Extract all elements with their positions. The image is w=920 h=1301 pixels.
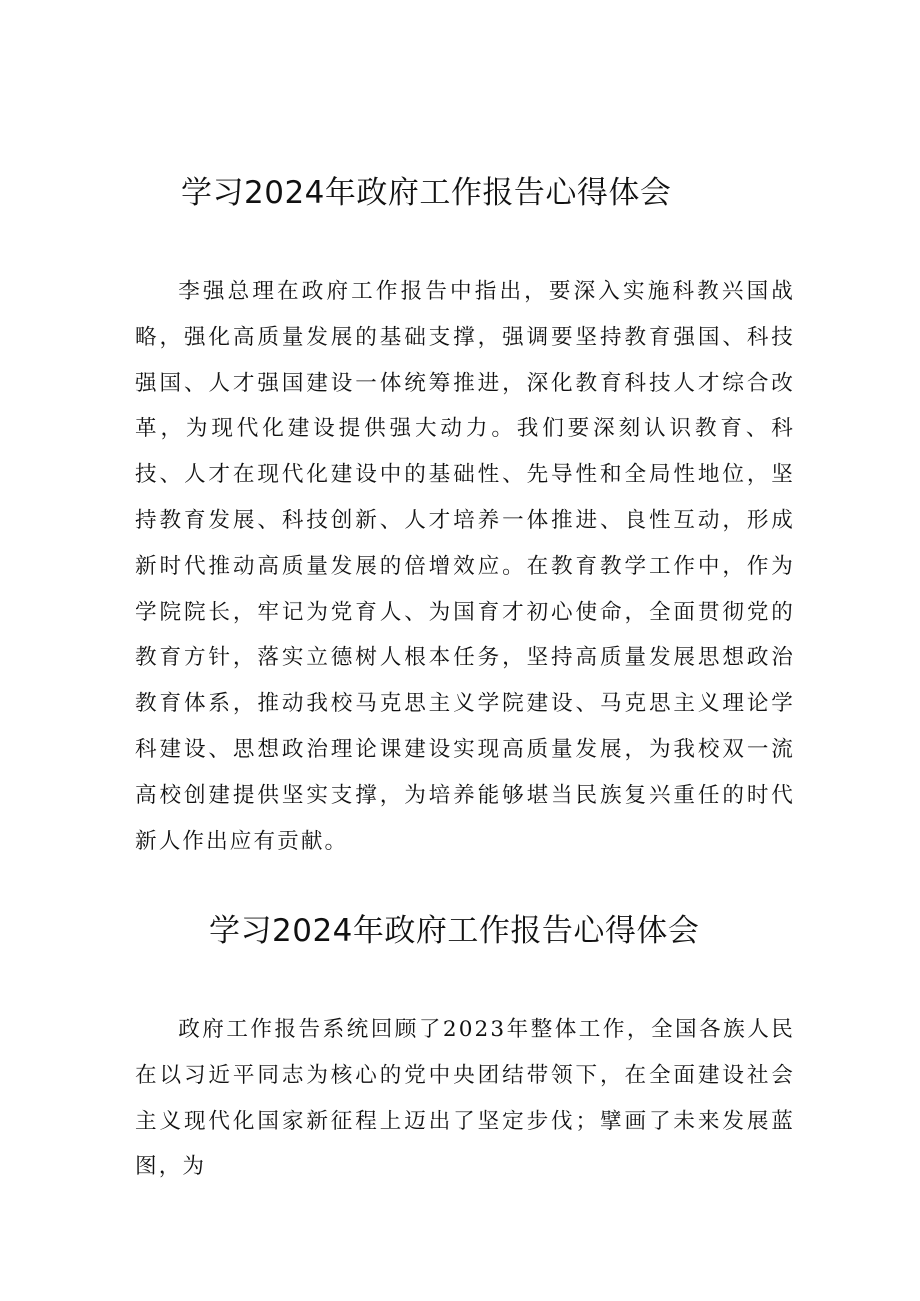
section-1-paragraph: 李强总理在政府工作报告中指出，要深入实施科教兴国战略，强化高质量发展的基础支撑，强调要坚持教育强国、科技强国、人才强国建设一体统筹推进，深化教育科技人才综合改革，为现代化建设提供强大动力。我们要深刻认识教育、科技、人才在现代化建设中的基础性、先导性和全局性地位，坚持教育发展、科技创新、人才培养一体推进、良性互动，形成新时代推动高质量发展的倍增效应。在教育教学工作中，作为学院院长，牢记为党育人、为国育才初心使命，全面贯彻党的教育方针，落实立德树人根本任务，坚持高质量发展思想政治教育体系，推动我校马克思主义学院建设、马克思主义理论学科建设、思想政治理论课建设实现高质量发展，为我校双一流高校创建提供坚实支撑，为培养能够堪当民族复兴重任的时代新人作出应有贡献。 bbox=[135, 279, 795, 854]
section-1-title: 学习2024年政府工作报告心得体会 bbox=[181, 175, 672, 211]
section-2-paragraph: 政府工作报告系统回顾了2023年整体工作，全国各族人民在以习近平同志为核心的党中央团结带领下，在全面建设社会主义现代化国家新征程上迈出了坚定步伐；擘画了未来发展蓝图，为 bbox=[135, 1017, 795, 1180]
section-2-title: 学习2024年政府工作报告心得体会 bbox=[209, 913, 700, 949]
